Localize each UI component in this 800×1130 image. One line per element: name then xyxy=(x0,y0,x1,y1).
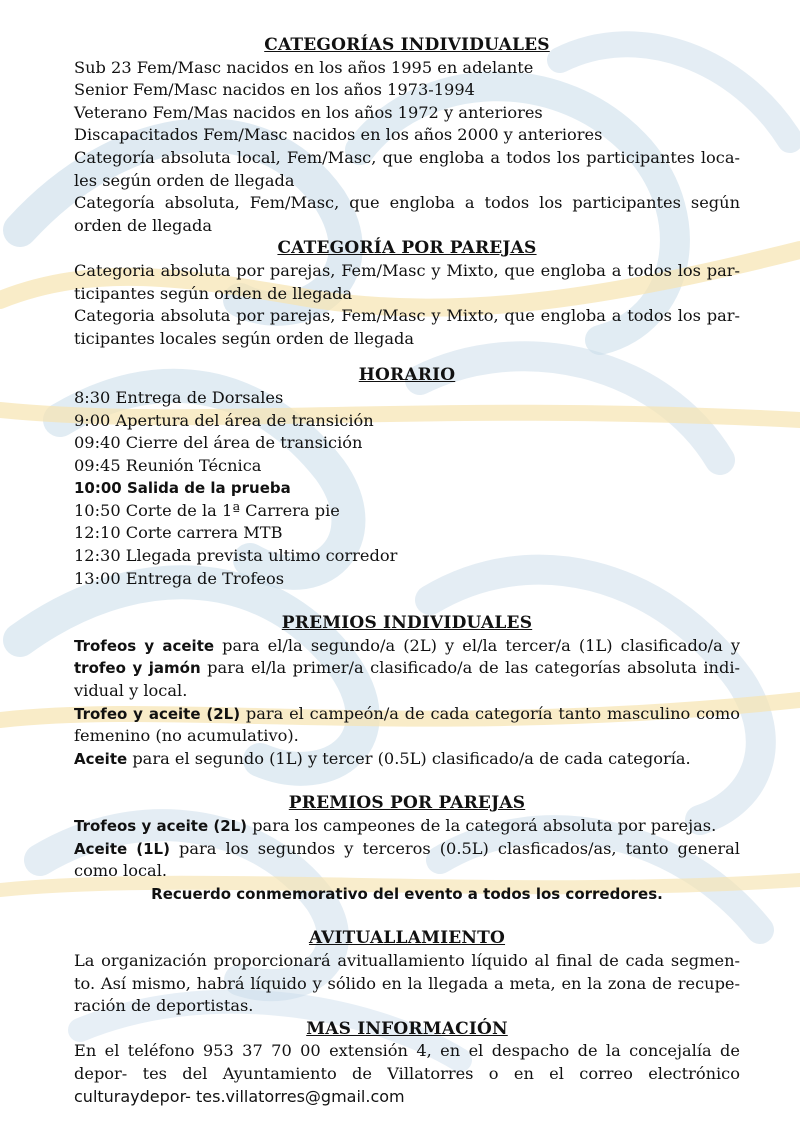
schedule-item-highlight: 10:00 Salida de la prueba xyxy=(74,479,291,498)
schedule-item: 8:30 Entrega de Dorsales xyxy=(74,387,284,407)
category-item: Senior Fem/Masc nacidos en los años 1973-1994 xyxy=(74,80,475,100)
prize-text: para el segundo (1L) y tercer (0.5L) clasificado/a de cada categoría. xyxy=(127,748,691,768)
schedule-item: 09:45 Reunión Técnica xyxy=(74,455,262,475)
category-item: Categoría absoluta, Fem/Masc, que engloba a todos los participantes según orden de llegada xyxy=(74,193,740,235)
category-item: Veterano Fem/Mas nacidos en los años 1972 y anteriores xyxy=(74,102,543,122)
prize-text: para los segundos y terceros (0.5L) clasficados/as, tanto general como local. xyxy=(74,838,740,881)
email-link[interactable]: culturaydepor- tes.villatorres@gmail.com xyxy=(74,1086,405,1106)
prize-paragraph xyxy=(74,703,740,748)
prize-bold: Trofeos y aceite (2L) xyxy=(74,817,248,835)
prize-text: para el/la segundo/a (2L) y el/la tercer/a (1L) clasificado/a y xyxy=(214,635,740,655)
avituallamiento-heading: AVITUALLAMIENTO xyxy=(308,928,506,949)
categorias-individuales-heading: CATEGORÍAS INDIVIDUALES xyxy=(264,35,550,55)
prize-paragraph xyxy=(74,635,740,703)
prize-bold: Trofeos y aceite xyxy=(74,636,215,655)
pair-prize-paragraph xyxy=(74,838,740,883)
category-item: Discapacitados Fem/Masc nacidos en los años 2000 y anteriores xyxy=(74,125,603,145)
category-item: Categoría absoluta local, Fem/Masc, que engloba a todos los participantes loca- les según orden de llegada xyxy=(74,147,740,190)
commemorative-note: Recuerdo conmemorativo del evento a todos los corredores. xyxy=(151,884,663,903)
prize-bold: Trofeo y aceite (2L) xyxy=(74,704,241,723)
premios-parejas-heading: PREMIOS POR PAREJAS xyxy=(288,793,526,814)
document-body xyxy=(74,34,740,1108)
pair-prize-paragraph xyxy=(74,815,740,838)
premios-individuales-heading: PREMIOS INDIVIDUALES xyxy=(281,613,533,634)
schedule-item: 12:10 Corte carrera MTB xyxy=(74,523,283,543)
schedule-list xyxy=(74,387,740,590)
prize-bold: trofeo y jamón xyxy=(74,659,201,678)
prize-bold: Aceite (1L) xyxy=(74,839,170,858)
prize-paragraph xyxy=(74,748,740,771)
schedule-item: 12:30 Llegada prevista ultimo corredor xyxy=(74,546,398,566)
pair-category-item: Categoria absoluta por parejas, Fem/Masc y Mixto, que engloba a todos los par- ticipantes locales según orden de llegada xyxy=(74,306,740,348)
prize-text: para el campeón/a de cada categoría tanto masculino como femenino (no acumulativo). xyxy=(74,703,740,746)
mas-informacion-heading: MAS INFORMACIÓN xyxy=(306,1018,508,1039)
prize-text: para el/la primer/a clasificado/a de las categorías absoluta indi- vidual y local. xyxy=(74,658,740,701)
contact-text: En el teléfono 953 37 70 00 extensión 4, en el despacho de la concejalía de depor- tes del Ayuntamiento de Villatorres o en el correo electrónico xyxy=(74,1041,740,1083)
prize-bold: Aceite xyxy=(74,749,128,768)
horario-heading: HORARIO xyxy=(358,365,456,386)
schedule-item: 09:40 Cierre del área de transición xyxy=(74,433,363,453)
schedule-item: 10:50 Corte de la 1ª Carrera pie xyxy=(74,500,340,520)
categoria-parejas-heading: CATEGORÍA POR PAREJAS xyxy=(277,238,537,259)
pair-category-item: Categoria absoluta por parejas, Fem/Masc y Mixto, que engloba a todos los par- ticipantes según orden de llegada xyxy=(74,260,740,303)
schedule-item: 9:00 Apertura del área de transición xyxy=(74,410,374,430)
prize-text: para los campeones de la categorá absoluta por parejas. xyxy=(247,816,717,835)
category-item: Sub 23 Fem/Masc nacidos en los años 1995 en adelante xyxy=(74,57,534,77)
avituallamiento-text: La organización proporcionará avituallamiento líquido al final de cada segmen- to. Así mismo, habrá líquido y sólido en la llegada a meta, en la zona de recupe- ración de deportistas. xyxy=(74,950,740,1016)
schedule-item: 13:00 Entrega de Trofeos xyxy=(74,568,285,588)
contact-paragraph xyxy=(74,1040,740,1108)
categorias-individuales-list xyxy=(74,57,740,238)
